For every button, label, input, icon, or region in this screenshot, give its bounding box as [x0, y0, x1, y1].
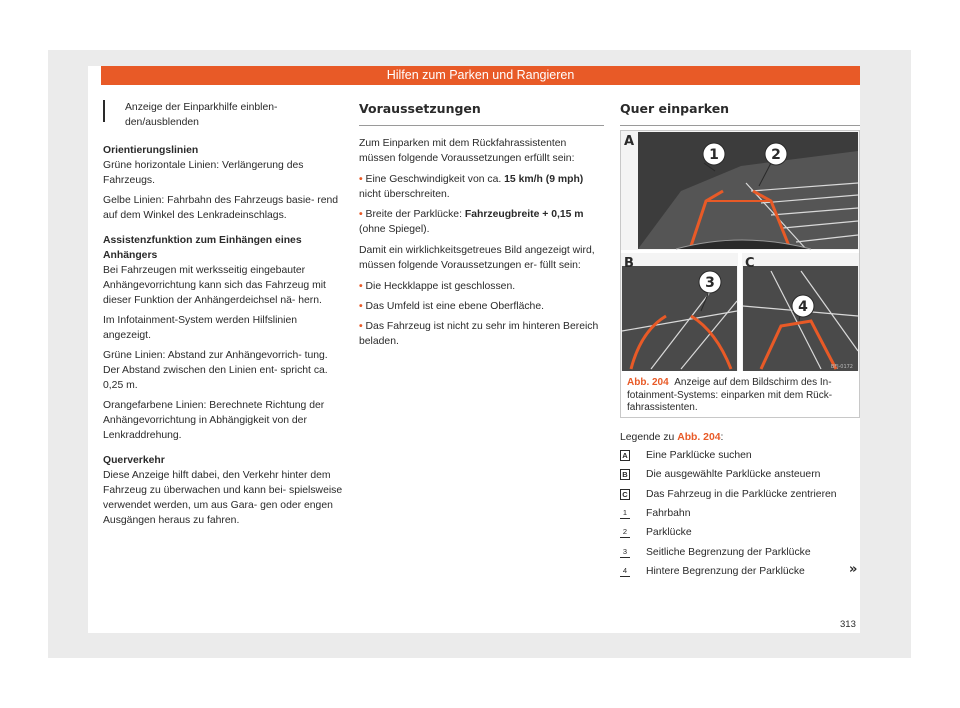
legend-key: A	[620, 450, 630, 461]
column-left	[103, 100, 343, 533]
continued-icon: »	[849, 562, 858, 577]
legend-item	[620, 465, 860, 484]
callout-2-label: 2	[771, 147, 781, 163]
bullet-load-text: Das Fahrzeug ist nicht zu sehr im hinteren Bereich beladen.	[359, 321, 599, 347]
bullet-width-bold: Fahrzeugbreite + 0,15 m	[464, 209, 584, 220]
orient-title: Orientierungslinien	[103, 145, 199, 156]
legend-key: 1	[620, 508, 630, 519]
panel-a-label: A	[624, 134, 635, 149]
legend-item	[620, 542, 860, 561]
callout-3-label: 3	[705, 275, 715, 291]
bullet-dot: •	[359, 174, 363, 185]
section-header: Hilfen zum Parken und Rangieren	[101, 66, 860, 85]
figure-204	[620, 130, 860, 418]
legend-key: 4	[620, 566, 630, 577]
legend-item	[620, 562, 860, 581]
req-intro: Zum Einparken mit dem Rückfahrassistenten müssen folgende Voraussetzungen erfüllt sein:	[359, 138, 575, 164]
panel-b-label: B	[624, 256, 634, 271]
orient-p2: Gelbe Linien: Fahrbahn des Fahrzeugs basie- rend auf dem Winkel des Lenkradeinschlags.	[103, 195, 339, 221]
bullet-dot: •	[359, 281, 363, 292]
legend-text: Seitliche Begrenzung der Parklücke	[646, 546, 811, 558]
legend-key: C	[620, 489, 630, 500]
callout-1-label: 1	[709, 147, 719, 163]
section-title-quer-einparken: Quer einparken	[620, 100, 860, 126]
panel-c-label: C	[745, 256, 755, 271]
bullet-dot: •	[359, 209, 363, 220]
bullet-speed-bold: 15 km/h (9 mph)	[504, 174, 584, 185]
assist-p4: Orangefarbene Linien: Berechnete Richtung der Anhängevorrichtung in Abhängigkeit von der Lenkraddrehung.	[103, 400, 325, 441]
caption-text: Anzeige auf dem Bildschirm des In- fotainment-Systems: einparken mit dem Rück- fahrassistenten.	[627, 377, 833, 413]
legend-item	[620, 523, 860, 542]
bullet-speed-pre: Eine Geschwindigkeit von ca.	[365, 174, 505, 185]
legend-colon: :	[720, 432, 724, 443]
legend-ref-link[interactable]: Abb. 204	[677, 432, 721, 443]
legend-intro: Legende zu	[620, 432, 678, 443]
figure-code: BFJ-0172	[830, 364, 853, 370]
assist-p2: Im Infotainment-System werden Hilfslinien angezeigt.	[103, 315, 298, 341]
bullet-width-post: (ohne Spiegel).	[359, 224, 430, 235]
bullet-dot: •	[359, 301, 363, 312]
intro-text: Anzeige der Einparkhilfe einblen- den/ausblenden	[125, 102, 278, 128]
bullet-surface-text: Das Umfeld ist eine ebene Oberfläche.	[365, 301, 544, 312]
section-title-voraussetzungen: Voraussetzungen	[359, 100, 604, 126]
bullet-dot: •	[359, 321, 363, 332]
bullet-tailgate	[359, 279, 604, 294]
assist-p1: Bei Fahrzeugen mit werksseitig eingebauter Anhängevorrichtung kann sich das Fahrzeug mit dieser Funktion der Anhängerdeichsel nä- hern.	[103, 265, 326, 306]
legend-text: Parklücke	[646, 527, 692, 539]
bullet-speed	[359, 172, 604, 202]
column-middle	[359, 100, 604, 354]
cross-title: Querverkehr	[103, 455, 165, 466]
legend-text: Die ausgewählte Parklücke ansteuern	[646, 469, 821, 481]
assist-title: Assistenzfunktion zum Einhängen eines Anhängers	[103, 235, 302, 261]
legend-text: Eine Parklücke suchen	[646, 450, 752, 462]
legend-item	[620, 485, 860, 504]
bullet-tailgate-text: Die Heckklappe ist geschlossen.	[365, 281, 516, 292]
bullet-surface	[359, 299, 604, 314]
legend-item	[620, 504, 860, 523]
legend-text: Fahrbahn	[646, 508, 691, 520]
legend-key: B	[620, 469, 630, 480]
callout-4-label: 4	[798, 299, 808, 315]
image-req-intro: Damit ein wirklichkeitsgetreues Bild angezeigt wird, müssen folgende Voraussetzungen er- füllt sein:	[359, 245, 595, 271]
cross-p1: Diese Anzeige hilft dabei, den Verkehr hinter dem Fahrzeug zu überwachen und kann bei- spielsweise verwendet werden, um aus Gara- gen oder engen Ausgängen heraus zu fahren.	[103, 470, 343, 526]
bullet-width-pre: Breite der Parklücke:	[365, 209, 465, 220]
legend-key: 3	[620, 547, 630, 558]
figure-caption	[627, 377, 855, 415]
panel-c-image	[743, 266, 858, 371]
legend-text: Das Fahrzeug in die Parklücke zentrieren	[646, 488, 837, 500]
bullet-width	[359, 207, 604, 237]
legend-list	[620, 446, 860, 581]
assist-p3: Grüne Linien: Abstand zur Anhängevorrich- tung. Der Abstand zwischen den Linien ent- spricht ca. 0,25 m.	[103, 350, 328, 391]
camera-illustration	[621, 131, 859, 417]
caption-label: Abb. 204	[627, 377, 669, 388]
legend-text: Hintere Begrenzung der Parklücke	[646, 565, 805, 577]
page-number: 313	[840, 619, 856, 630]
legend-item	[620, 446, 860, 465]
legend-key: 2	[620, 527, 630, 538]
legend-title	[620, 430, 723, 445]
bullet-speed-post: nicht überschreiten.	[359, 189, 450, 200]
bullet-load	[359, 319, 604, 349]
orient-p1: Grüne horizontale Linien: Verlängerung des Fahrzeugs.	[103, 160, 304, 186]
